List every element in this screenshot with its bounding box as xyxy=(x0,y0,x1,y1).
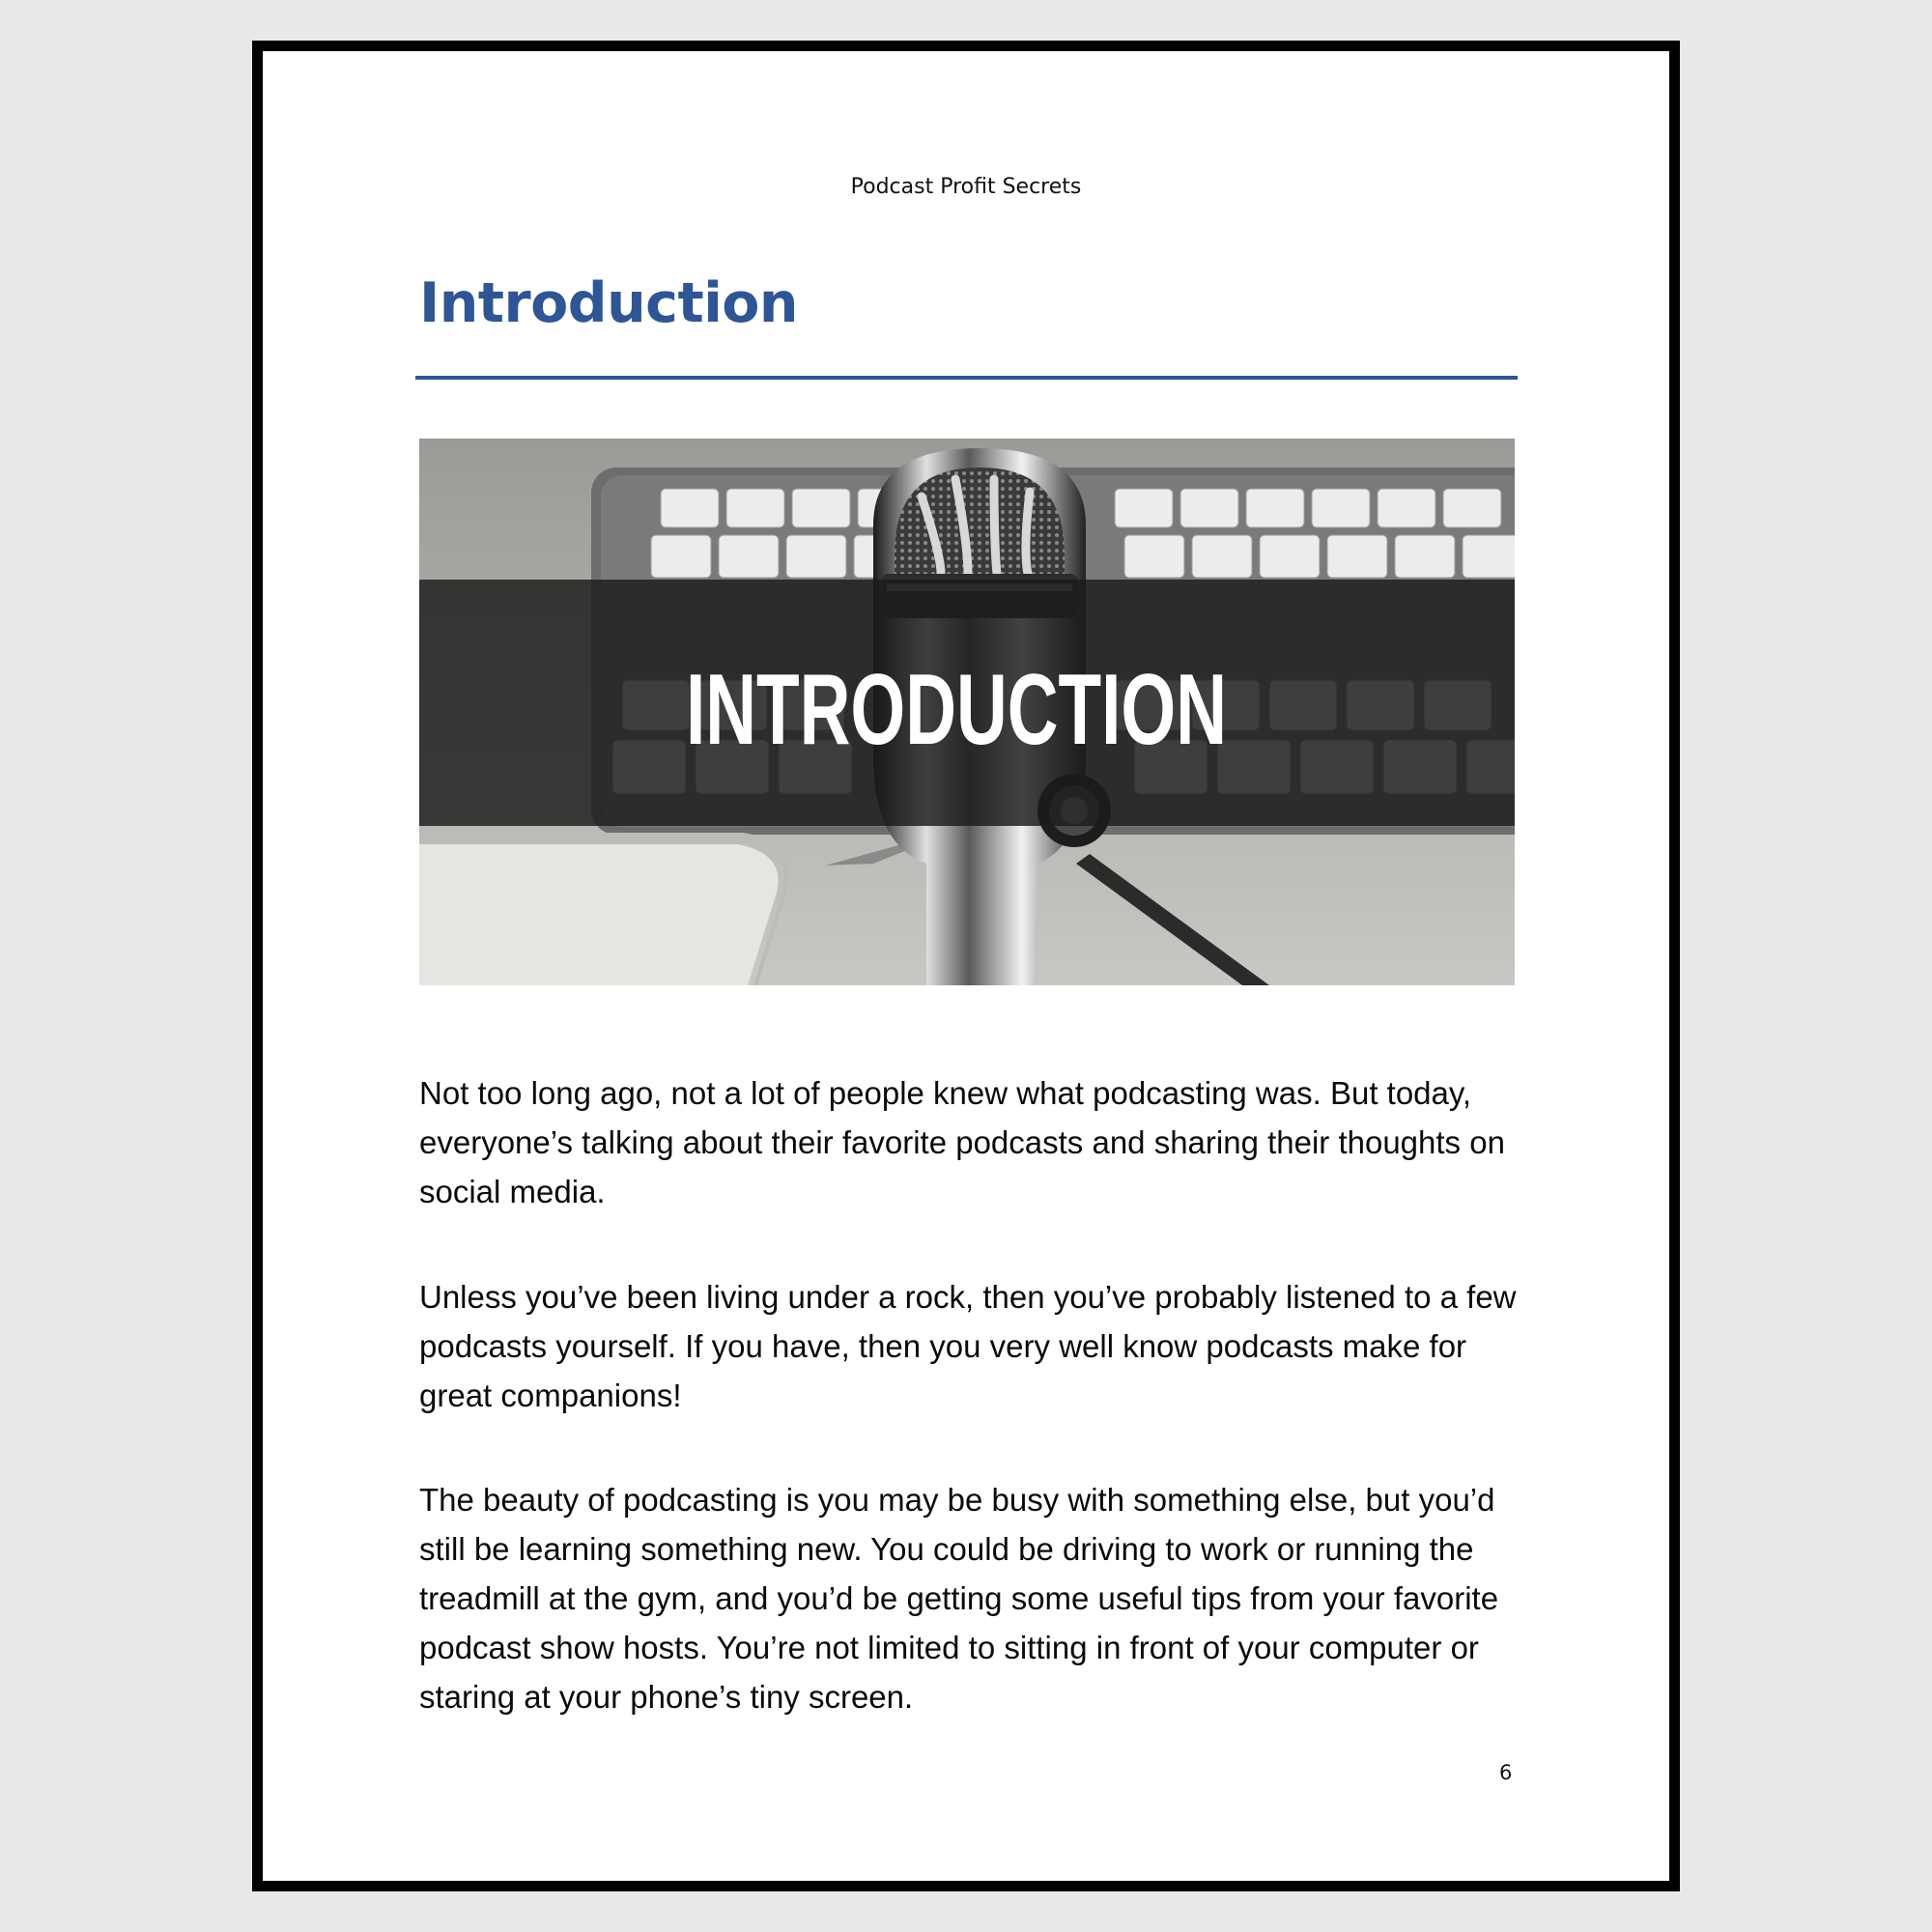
title-divider xyxy=(415,376,1518,380)
paragraph-1: Not too long ago, not a lot of people knew what podcasting was. But today, everyone’s talking about their favorite podcasts and sharing their thoughts on social media. xyxy=(419,1075,1505,1209)
document-page xyxy=(252,41,1680,1891)
page-number: 6 xyxy=(1499,1761,1513,1784)
hero-banner-text: INTRODUCTION xyxy=(686,654,1227,766)
paragraph-2: Unless you’ve been living under a rock, then you’ve probably listened to a few podcasts yourself. If you have, then you very well know podcasts make for great companions! xyxy=(419,1279,1517,1413)
running-header: Podcast Profit Secrets xyxy=(850,175,1082,199)
paragraph-3: The beauty of podcasting is you may be busy with something else, but you’d still be learning something new. You could be driving to work or running the treadmill at the gym, and you’d be getting some useful tips from your favorite podcast show hosts. You’re not limited to sitting in front of your computer or staring at your phone’s tiny screen. xyxy=(419,1482,1499,1715)
chapter-title: Introduction xyxy=(419,271,798,335)
hero-image xyxy=(419,439,1515,985)
microphone-keyboard-photo xyxy=(419,439,1515,985)
